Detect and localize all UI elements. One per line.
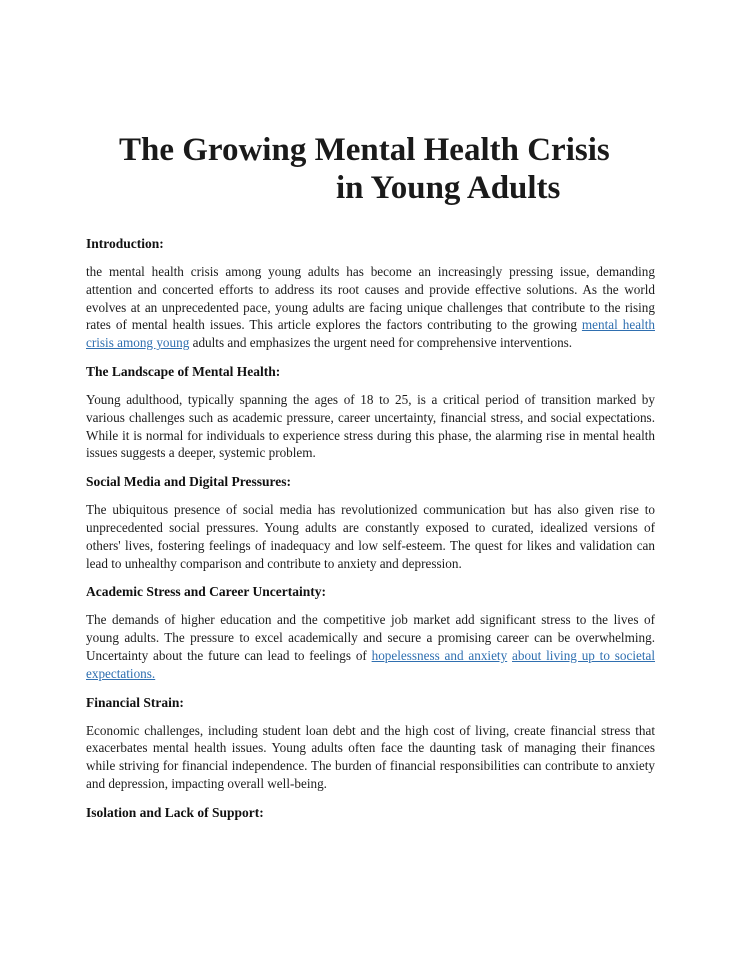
link-hopelessness-anxiety[interactable]: hopelessness and anxiety [371,647,508,663]
section-heading-isolation: Isolation and Lack of Support: [86,804,264,820]
section-heading-academic-stress: Academic Stress and Career Uncertainty: [86,584,326,600]
paragraph-landscape: Young adulthood, typically spanning the ages of 18 to 25, is a critical period of transition marked by various challenges such as academic pressure, career uncertainty, financial stress, and social expectations. While it is normal for individuals to experience stress during this phase, the alarming rise in mental health issues suggests a deeper, systemic problem. [86,391,655,461]
page-title [0,131,741,207]
intro-text-start: the mental health crisis among young adults has become an increasingly pressing issue, demanding attention and concerted efforts to address its root causes and provide effective solutions. As the world evolves at an unprecedented pace, young adults are facing unique challenges that contribute to the rising rates of mental health issues. This article explores the factors contributing to the growing [86,264,655,333]
title-line-1: The Growing Mental Health Crisis [119,132,610,168]
title-line-2: in Young Adults [336,170,561,206]
paragraph-social-media: The ubiquitous presence of social media has revolutionized communication but has also given rise to unprecedented social pressures. Young adults are constantly exposed to curated, idealized versions of others' lives, fostering feelings of inadequacy and low self-esteem. The quest for likes and validation can lead to unhealthy comparison and contribute to anxiety and depression. [86,502,655,571]
paragraph-financial-strain: Economic challenges, including student loan debt and the high cost of living, create financial stress that exacerbates mental health issues. Young adults often face the daunting task of managing their finances while striving for financial independence. The burden of financial responsibilities can contribute to anxiety and depression, impacting overall well-being. [86,722,655,791]
link-societal-expectations[interactable]: about living up to societal expectations. [86,647,656,681]
intro-text-end: adults and emphasizes the urgent need for comprehensive interventions. [189,335,573,351]
section-heading-introduction: Introduction: [86,236,164,251]
paragraph-academic-stress [86,611,655,682]
section-heading-landscape: The Landscape of Mental Health: [86,363,281,379]
section-heading-financial-strain: Financial Strain: [86,694,184,710]
link-mental-health-crisis[interactable]: mental health crisis among young [86,317,655,351]
paragraph-introduction [86,263,655,352]
section-heading-social-media: Social Media and Digital Pressures: [86,474,291,490]
academic-text-start: The demands of higher education and the competitive job market add significant stress to the lives of young adults. The pressure to excel academically and secure a promising career can be overwhelming. Uncertainty about the future can lead to feelings of [86,612,655,663]
article-body [86,235,655,832]
